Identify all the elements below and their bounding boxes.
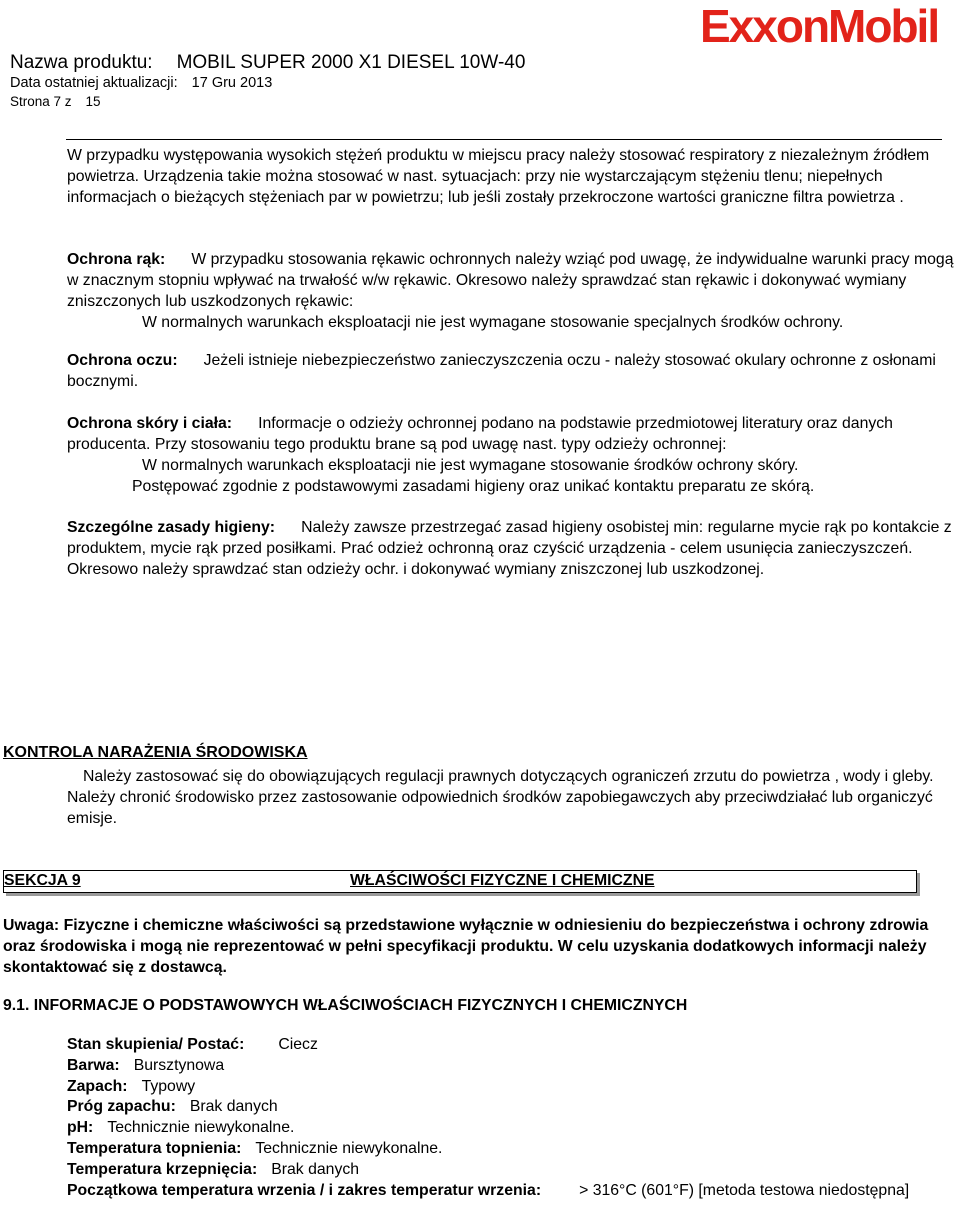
section-9-note: Uwaga: Fizyczne i chemiczne właściwości są przedstawione wyłącznie w odniesieniu do bezpieczeństwa i ochrony zdrowia oraz środowiska i mogą nie reprezentować w pełni specyfikacji produktu. W celu uzyskania dodatkowych informacji należy skontaktować się z dostawcą. bbox=[3, 917, 929, 976]
eye-protection-block bbox=[67, 350, 959, 392]
product-name-value: MOBIL SUPER 2000 X1 DIESEL 10W-40 bbox=[176, 52, 526, 73]
property-row bbox=[67, 1160, 959, 1181]
header-rule bbox=[66, 139, 942, 140]
environment-exposure-title: KONTROLA NARAŻENIA ŚRODOWISKA bbox=[3, 744, 308, 761]
skin-protection-label: Ochrona skóry i ciała: bbox=[67, 415, 233, 432]
hand-protection-block bbox=[67, 249, 959, 333]
property-row bbox=[67, 1181, 959, 1202]
property-value: Typowy bbox=[141, 1077, 196, 1095]
property-row bbox=[67, 1077, 959, 1098]
property-value: Ciecz bbox=[278, 1036, 318, 1053]
page-number-value: 15 bbox=[85, 94, 101, 109]
section-9-title: WŁAŚCIWOŚCI FIZYCZNE I CHEMICZNE bbox=[350, 872, 655, 889]
eye-protection-text: Jeżeli istnieje niebezpieczeństwo zanieczyszczenia oczu - należy stosować okulary ochronne z osłonami bocznymi. bbox=[67, 352, 936, 390]
skin-protection-note-2: Postępować zgodnie z podstawowymi zasadami higieny oraz unikać kontaktu preparatu ze skórą. bbox=[132, 478, 815, 495]
hand-protection-label: Ochrona rąk: bbox=[67, 251, 166, 268]
environment-exposure-text: Należy zastosować się do obowiązujących regulacji prawnych dotyczących ograniczeń zrzutu do powietrza , wody i gleby. Należy chronić środowisko przez zastosowanie odpowiednich środków zapobiegawczych aby przeciwdziałać lub organiczyć emisje. bbox=[67, 768, 934, 827]
revision-date-label: Data ostatniej aktualizacji: bbox=[10, 75, 178, 91]
property-row bbox=[67, 1056, 959, 1077]
property-value: Technicznie niewykonalne. bbox=[107, 1119, 295, 1137]
property-value: Brak danych bbox=[271, 1160, 360, 1178]
hygiene-label: Szczególne zasady higieny: bbox=[67, 519, 276, 536]
property-value: > 316°C (601°F) [metoda testowa niedostępna] bbox=[579, 1181, 910, 1199]
property-key: Zapach: bbox=[67, 1077, 128, 1095]
skin-protection-note-1: W normalnych warunkach eksploatacji nie jest wymagane stosowanie środków ochrony skóry. bbox=[142, 457, 799, 474]
property-row bbox=[67, 1139, 959, 1160]
property-key: Temperatura krzepnięcia: bbox=[67, 1160, 258, 1178]
property-key: pH: bbox=[67, 1119, 94, 1137]
skin-protection-block bbox=[67, 413, 959, 497]
hygiene-text: Należy zawsze przestrzegać zasad higieny osobistej min: regularne mycie rąk po kontakcie z produktem, mycie rąk przed posiłkami. Prać odzież ochronną oraz czyścić urządzenia - celem usunięcia zanieczyszczeń. Okresowo należy sprawdzać stan odzieży ochr. i dokonywać wymiany zniszczonej lub uszkodzonej. bbox=[67, 519, 952, 578]
page-number-label: Strona 7 z bbox=[10, 94, 72, 109]
page-number-line bbox=[10, 94, 101, 109]
eye-protection-label: Ochrona oczu: bbox=[67, 352, 178, 369]
skin-protection-text: Informacje o odzieży ochronnej podano na podstawie przedmiotowej literatury oraz danych producenta. Przy stosowaniu tego produktu brane są pod uwagę nast. typy odzieży ochronnej: bbox=[67, 415, 893, 453]
property-value: Bursztynowa bbox=[133, 1056, 225, 1074]
product-name-label: Nazwa produktu: bbox=[10, 52, 153, 73]
property-key: Początkowa temperatura wrzenia / i zakres temperatur wrzenia: bbox=[67, 1181, 542, 1199]
property-row bbox=[67, 1097, 959, 1118]
property-key: Temperatura topnienia: bbox=[67, 1139, 242, 1157]
property-value: Technicznie niewykonalne. bbox=[255, 1139, 443, 1157]
property-key: Barwa: bbox=[67, 1056, 120, 1074]
subsection-9-1-heading: 9.1. INFORMACJE O PODSTAWOWYCH WŁAŚCIWOŚCIACH FIZYCZNYCH I CHEMICZNYCH bbox=[3, 997, 688, 1014]
revision-date-value: 17 Gru 2013 bbox=[191, 75, 273, 91]
section-9-number: SEKCJA 9 bbox=[4, 872, 81, 889]
property-key: Próg zapachu: bbox=[67, 1098, 176, 1116]
property-row bbox=[67, 1035, 959, 1056]
hygiene-block bbox=[67, 517, 959, 580]
property-row bbox=[67, 1118, 959, 1139]
hand-protection-text: W przypadku stosowania rękawic ochronnych należy wziąć pod uwagę, że indywidualne warunki pracy mogą w znacznym stopniu wpływać na trwałość w/w rękawic. Okresowo należy sprawdzać stan rękawic i dokonywać wymiany zniszczonych lub uszkodzonych rękawic: bbox=[67, 251, 954, 310]
logo-text: ExxonMobil bbox=[700, 0, 939, 50]
property-value: Brak danych bbox=[189, 1098, 278, 1116]
exxonmobil-logo bbox=[700, 0, 958, 50]
revision-date-line bbox=[10, 75, 272, 91]
hand-protection-note: W normalnych warunkach eksploatacji nie jest wymagane stosowanie specjalnych środków ochrony. bbox=[142, 314, 844, 331]
property-list bbox=[67, 1035, 959, 1201]
respiratory-protection-text: W przypadku występowania wysokich stężeń produktu w miejscu pracy należy stosować respiratory z niezależnym źródłem powietrza. Urządzenia takie można stosować w nast. sytuacjach: przy nie wystarczającym stężeniu tlenu; niepełnych informacjach o bieżących stężeniach par w powietrzu; lub jeśli zostały przekroczone wartości graniczne filtra powietrza . bbox=[67, 147, 930, 206]
product-name-line bbox=[10, 52, 525, 74]
property-key: Stan skupienia/ Postać: bbox=[67, 1036, 245, 1053]
